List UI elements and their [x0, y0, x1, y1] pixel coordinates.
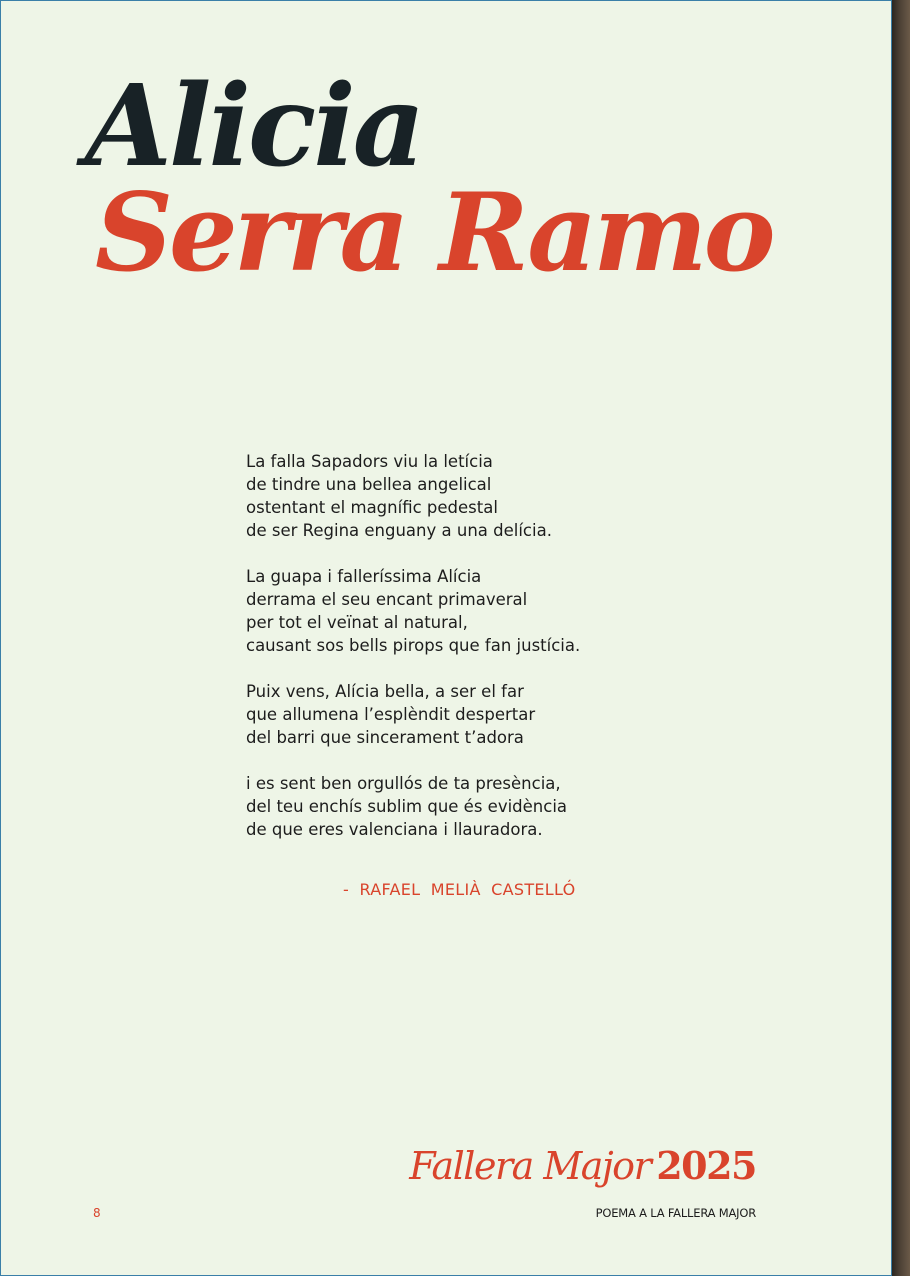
poem-line: de tindre una bellea angelical: [246, 475, 492, 494]
footer-title-text: Fallera Major: [409, 1144, 651, 1188]
poem-line: i es sent ben orgullós de ta presència,: [246, 774, 561, 793]
poem-line: de que eres valenciana i llauradora.: [246, 820, 543, 839]
poem-line: de ser Regina enguany a una delícia.: [246, 521, 552, 540]
poem-line: ostentant el magnífic pedestal: [246, 498, 498, 517]
poem-line: del barri que sincerament t’adora: [246, 728, 524, 747]
poem-author: - RAFAEL MELIÀ CASTELLÓ: [343, 880, 576, 899]
poem-stanza: [246, 450, 666, 542]
poem-line: del teu enchís sublim que és evidència: [246, 797, 568, 816]
poem-line: per tot el veïnat al natural,: [246, 613, 468, 632]
heading-last-name: Serra Ramo: [95, 170, 772, 296]
poem-line: La falla Sapadors viu la letícia: [246, 452, 493, 471]
poem-stanza: [246, 772, 666, 841]
adjacent-page-edge: [892, 0, 910, 1276]
poem-stanza: [246, 680, 666, 749]
poem-line: que allumena l’esplèndit despertar: [246, 705, 536, 724]
heading-first-name: Alicia: [85, 61, 423, 192]
poem-line: causant sos bells pirops que fan justícia.: [246, 636, 581, 655]
poem: [246, 450, 666, 864]
section-label: POEMA A LA FALLERA MAJOR: [595, 1206, 756, 1220]
footer-title-year: 2025: [656, 1143, 756, 1188]
poem-line: Puix vens, Alícia bella, a ser el far: [246, 682, 524, 701]
footer-title: [409, 1143, 756, 1188]
page-number: 8: [93, 1206, 101, 1220]
poem-stanza: [246, 565, 666, 657]
poem-line: La guapa i falleríssima Alícia: [246, 567, 482, 586]
poem-line: derrama el seu encant primaveral: [246, 590, 528, 609]
